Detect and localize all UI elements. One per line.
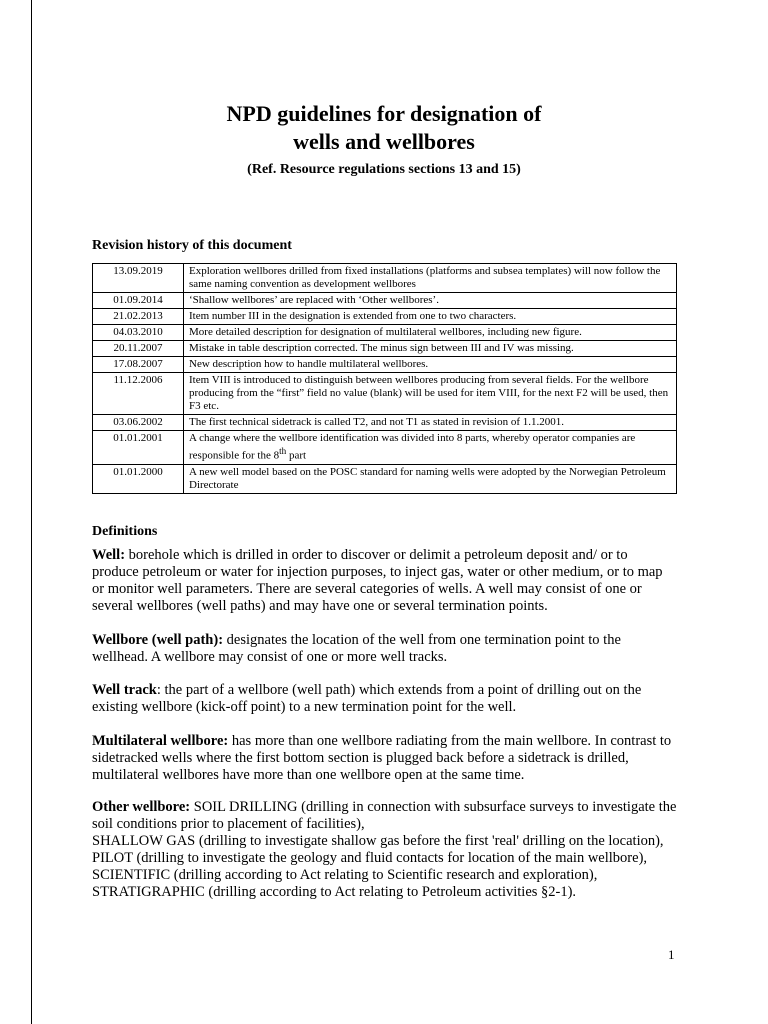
table-row — [93, 464, 677, 493]
revision-date: 17.08.2007 — [93, 357, 184, 373]
revision-history-heading: Revision history of this document — [92, 238, 292, 253]
revision-text: Item VIII is introduced to distinguish between wellbores producing from several fields. For the wellbore producing from the “first” field no value (blank) will be used for item VIII, for the next F2 will be used, then F3 etc. — [184, 373, 677, 415]
title-line-2: wells and wellbores — [293, 129, 475, 154]
revision-date: 20.11.2007 — [93, 341, 184, 357]
definitions-heading: Definitions — [92, 524, 158, 539]
revision-date: 04.03.2010 — [93, 325, 184, 341]
revision-text: ‘Shallow wellbores’ are replaced with ‘Other wellbores’. — [184, 293, 677, 309]
revision-date: 21.02.2013 — [93, 309, 184, 325]
table-row — [93, 357, 677, 373]
revision-text: The first technical sidetrack is called T2, and not T1 as stated in revision of 1.1.2001. — [184, 415, 677, 431]
table-row — [93, 309, 677, 325]
revision-text-part: A change where the wellbore identification was divided into 8 parts, whereby operator companies are responsible for the 8 — [189, 432, 636, 462]
revision-date: 11.12.2006 — [93, 373, 184, 415]
title-line-1: NPD guidelines for designation of — [226, 101, 542, 126]
revision-date: 13.09.2019 — [93, 264, 184, 293]
revision-text — [184, 431, 677, 465]
definition-multilateral-wellbore — [92, 733, 677, 784]
definition-well — [92, 547, 677, 615]
definition-text-continued: SHALLOW GAS (drilling to investigate shallow gas before the first 'real' drilling on the location), PILOT (drilling to investigate the geology and fluid contacts for location of the main wellbore), SCIENTIFIC (drilling according to Act relating to Scientific research and exploration), STRATIGRAPHIC (drilling according to Act relating to Petroleum activities §2-1). — [92, 833, 664, 900]
definition-text: has more than one wellbore radiating from the main wellbore. In contrast to sidetracked wells where the first bottom section is plugged back before a sidetrack is drilled, multilateral wellbores have more than one wellbore open at the same time. — [92, 733, 672, 783]
definition-text: borehole which is drilled in order to discover or delimit a petroleum deposit and/ or to produce petroleum or water for injection purposes, to inject gas, water or other medium, or to map or monitor well parameters. There are several categories of wells. A well may consist of one or several wellbores (well paths) and may have one or several termination points. — [92, 547, 663, 614]
definition-term: Well track — [92, 682, 157, 698]
definition-text: designates the location of the well from one termination point to the wellhead. A wellbore may consist of one or more well tracks. — [92, 632, 621, 665]
revision-history-table — [92, 263, 677, 494]
table-row — [93, 415, 677, 431]
table-row — [93, 325, 677, 341]
definition-term: Multilateral wellbore: — [92, 733, 229, 749]
page-number: 1 — [668, 947, 675, 962]
revision-text: Mistake in table description corrected. The minus sign between III and IV was missing. — [184, 341, 677, 357]
revision-date: 01.09.2014 — [93, 293, 184, 309]
document-title — [0, 100, 768, 156]
revision-date: 01.01.2001 — [93, 431, 184, 465]
definition-text: : the part of a wellbore (well path) which extends from a point of drilling out on the existing wellbore (kick-off point) to a new termination point for the well. — [92, 682, 642, 715]
revision-text: Exploration wellbores drilled from fixed installations (platforms and subsea templates) will now follow the same naming convention as development wellbores — [184, 264, 677, 293]
definition-term: Well: — [92, 547, 126, 563]
revision-text: A new well model based on the POSC standard for naming wells were adopted by the Norwegian Petroleum Directorate — [184, 464, 677, 493]
revision-text: Item number III in the designation is extended from one to two characters. — [184, 309, 677, 325]
table-row — [93, 373, 677, 415]
table-row — [93, 341, 677, 357]
table-row — [93, 264, 677, 293]
revision-date: 03.06.2002 — [93, 415, 184, 431]
definition-wellbore — [92, 632, 677, 666]
definition-text: SOIL DRILLING (drilling in connection with subsurface surveys to investigate the soil conditions prior to placement of facilities), — [92, 799, 677, 832]
definition-term: Other wellbore: — [92, 799, 191, 815]
document-subtitle: (Ref. Resource regulations sections 13 and 15) — [247, 162, 521, 177]
definition-well-track — [92, 682, 677, 716]
definition-other-wellbore — [92, 799, 677, 901]
revision-text-part: part — [286, 449, 307, 462]
revision-text: New description how to handle multilateral wellbores. — [184, 357, 677, 373]
table-row — [93, 431, 677, 465]
table-row — [93, 293, 677, 309]
revision-text: More detailed description for designation of multilateral wellbores, including new figure. — [184, 325, 677, 341]
revision-text-superscript: th — [279, 446, 287, 456]
revision-date: 01.01.2000 — [93, 464, 184, 493]
definition-term: Wellbore (well path): — [92, 632, 224, 648]
